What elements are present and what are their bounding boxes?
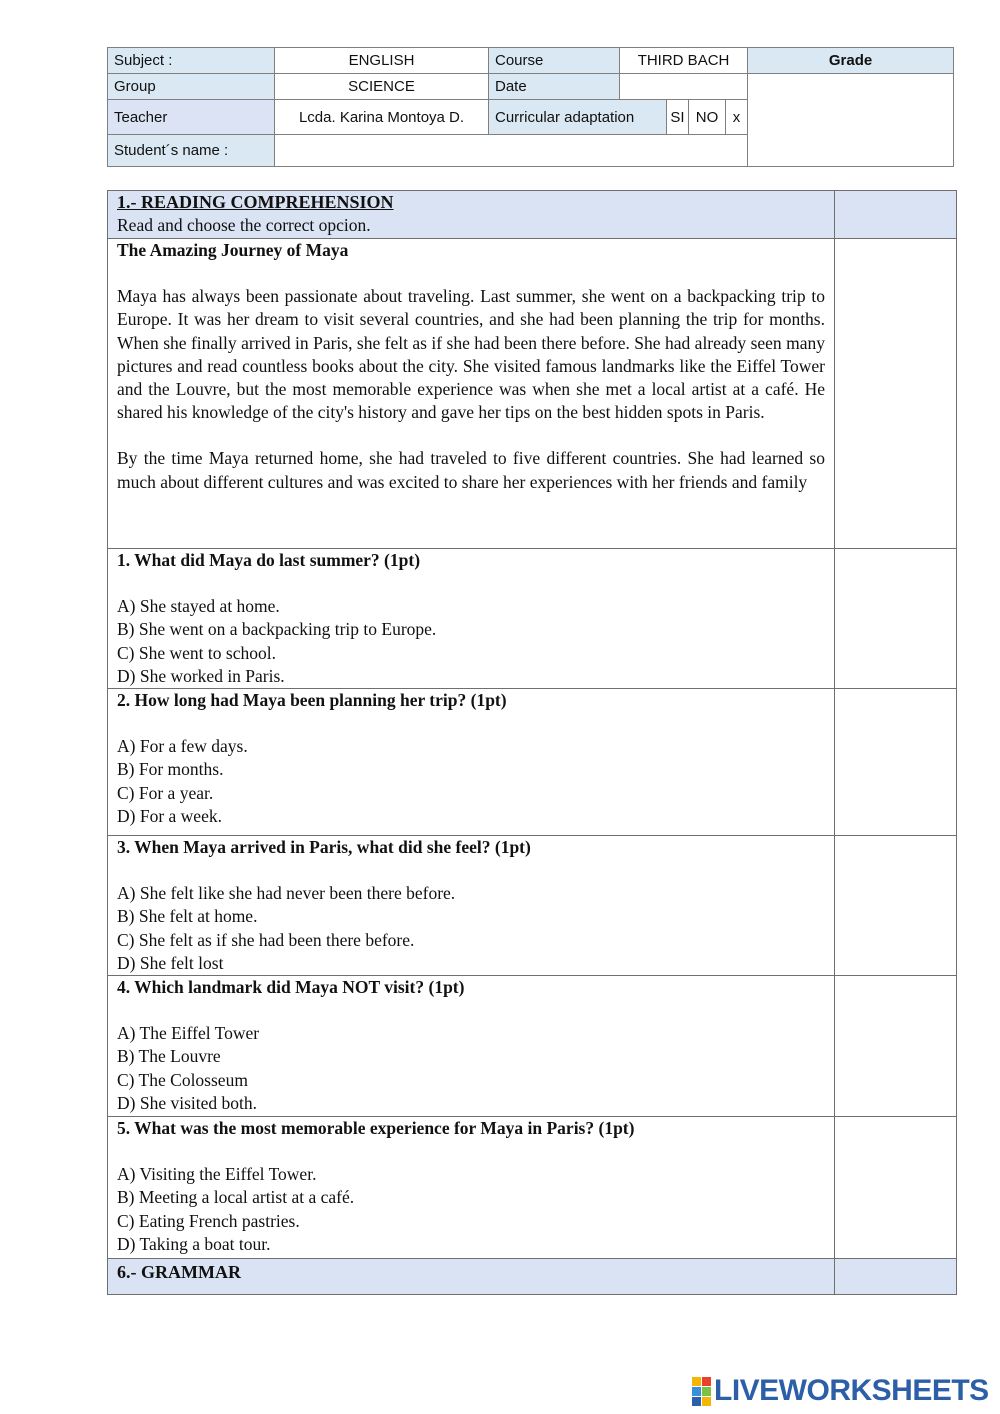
q2-option-a[interactable]: A) For a few days. xyxy=(117,736,248,757)
question-3: 3. When Maya arrived in Paris, what did she feel? (1pt) xyxy=(117,837,531,858)
q4-option-c[interactable]: C) The Colosseum xyxy=(117,1069,248,1090)
teacher-value: Lcda. Karina Montoya D. xyxy=(275,100,489,134)
teacher-label: Teacher xyxy=(108,100,275,134)
q5-answer-box[interactable] xyxy=(835,1117,957,1259)
q2-option-d[interactable]: D) For a week. xyxy=(117,805,222,826)
course-value: THIRD BACH xyxy=(620,48,748,74)
no-label: NO xyxy=(689,100,726,134)
student-name-label: Student´s name : xyxy=(108,134,275,166)
question-block-3 xyxy=(108,836,835,976)
q1-answer-box[interactable] xyxy=(835,549,957,689)
curricular-adaptation-label: Curricular adaptation xyxy=(489,100,667,134)
group-value: SCIENCE xyxy=(275,74,489,100)
q4-option-b[interactable]: B) The Louvre xyxy=(117,1046,221,1067)
liveworksheets-logo-text: LIVEWORKSHEETS xyxy=(714,1374,989,1407)
date-label: Date xyxy=(489,74,620,100)
passage-paragraph-1: Maya has always been passionate about traveling. Last summer, she went on a backpacking trip to Europe. It was her dream to visit several countries, and she had been planning the trip for months. When she finally arrived in Paris, she felt as if she had been there before. She had already seen many pictures and read countless books about the city. She visited famous landmarks like the Eiffel Tower and the Louvre, but the most memorable experience was when she met a local artist at a café. He shared his knowledge of the city's history and gave her tips on the best hidden spots in Paris. xyxy=(117,286,825,423)
q3-option-b[interactable]: B) She felt at home. xyxy=(117,906,258,927)
q1-option-a[interactable]: A) She stayed at home. xyxy=(117,596,280,617)
q5-option-b[interactable]: B) Meeting a local artist at a café. xyxy=(117,1187,355,1208)
q2-answer-box[interactable] xyxy=(835,689,957,836)
subject-label: Subject : xyxy=(108,48,275,74)
question-block-1 xyxy=(108,549,835,689)
q5-option-a[interactable]: A) Visiting the Eiffel Tower. xyxy=(117,1164,317,1185)
section1-header xyxy=(108,191,835,239)
section6-score-cell xyxy=(835,1259,957,1295)
q4-option-d[interactable]: D) She visited both. xyxy=(117,1092,257,1113)
section1-title: 1.- READING COMPREHENSION xyxy=(117,192,394,212)
q4-answer-box[interactable] xyxy=(835,976,957,1117)
question-block-5 xyxy=(108,1117,835,1259)
header-info-table xyxy=(107,47,954,167)
group-label: Group xyxy=(108,74,275,100)
question-1: 1. What did Maya do last summer? (1pt) xyxy=(117,550,421,570)
q3-option-d[interactable]: D) She felt lost xyxy=(117,952,224,973)
q4-option-a[interactable]: A) The Eiffel Tower xyxy=(117,1023,260,1044)
reading-passage xyxy=(108,239,835,549)
subject-value: ENGLISH xyxy=(275,48,489,74)
q1-option-d[interactable]: D) She worked in Paris. xyxy=(117,665,285,686)
q1-option-b[interactable]: B) She went on a backpacking trip to Europe. xyxy=(117,619,437,640)
question-2: 2. How long had Maya been planning her trip? (1pt) xyxy=(117,690,507,711)
section1-score-cell xyxy=(835,191,957,239)
story-title: The Amazing Journey of Maya xyxy=(117,240,349,260)
q3-option-a[interactable]: A) She felt like she had never been there before. xyxy=(117,883,456,904)
section1-instruction: Read and choose the correct opcion. xyxy=(117,215,371,236)
liveworksheets-logo xyxy=(692,1374,989,1408)
passage-score-cell xyxy=(835,239,957,549)
q3-answer-box[interactable] xyxy=(835,836,957,976)
q5-option-c[interactable]: C) Eating French pastries. xyxy=(117,1210,300,1231)
q2-option-c[interactable]: C) For a year. xyxy=(117,782,214,803)
section6-title: 6.- GRAMMAR xyxy=(108,1259,835,1295)
si-label: SI xyxy=(667,100,689,134)
grade-label: Grade xyxy=(748,48,954,74)
date-field[interactable] xyxy=(620,74,748,100)
question-4: 4. Which landmark did Maya NOT visit? (1pt) xyxy=(117,977,465,998)
question-5: 5. What was the most memorable experience for Maya in Paris? (1pt) xyxy=(117,1118,635,1139)
exam-table xyxy=(107,190,957,1295)
passage-paragraph-2: By the time Maya returned home, she had traveled to five different countries. She had learned so much about different cultures and was excited to share her experiences with her friends and family xyxy=(117,448,825,492)
student-name-field[interactable] xyxy=(275,134,748,166)
course-label: Course xyxy=(489,48,620,74)
q2-option-b[interactable]: B) For months. xyxy=(117,759,224,780)
grade-box[interactable] xyxy=(748,74,954,167)
question-block-4 xyxy=(108,976,835,1117)
question-block-2 xyxy=(108,689,835,836)
q5-option-d[interactable]: D) Taking a boat tour. xyxy=(117,1233,271,1254)
q3-option-c[interactable]: C) She felt as if she had been there before. xyxy=(117,929,415,950)
no-mark[interactable]: x xyxy=(726,100,748,134)
q1-option-c[interactable]: C) She went to school. xyxy=(117,642,276,663)
liveworksheets-logo-icon xyxy=(692,1377,711,1406)
